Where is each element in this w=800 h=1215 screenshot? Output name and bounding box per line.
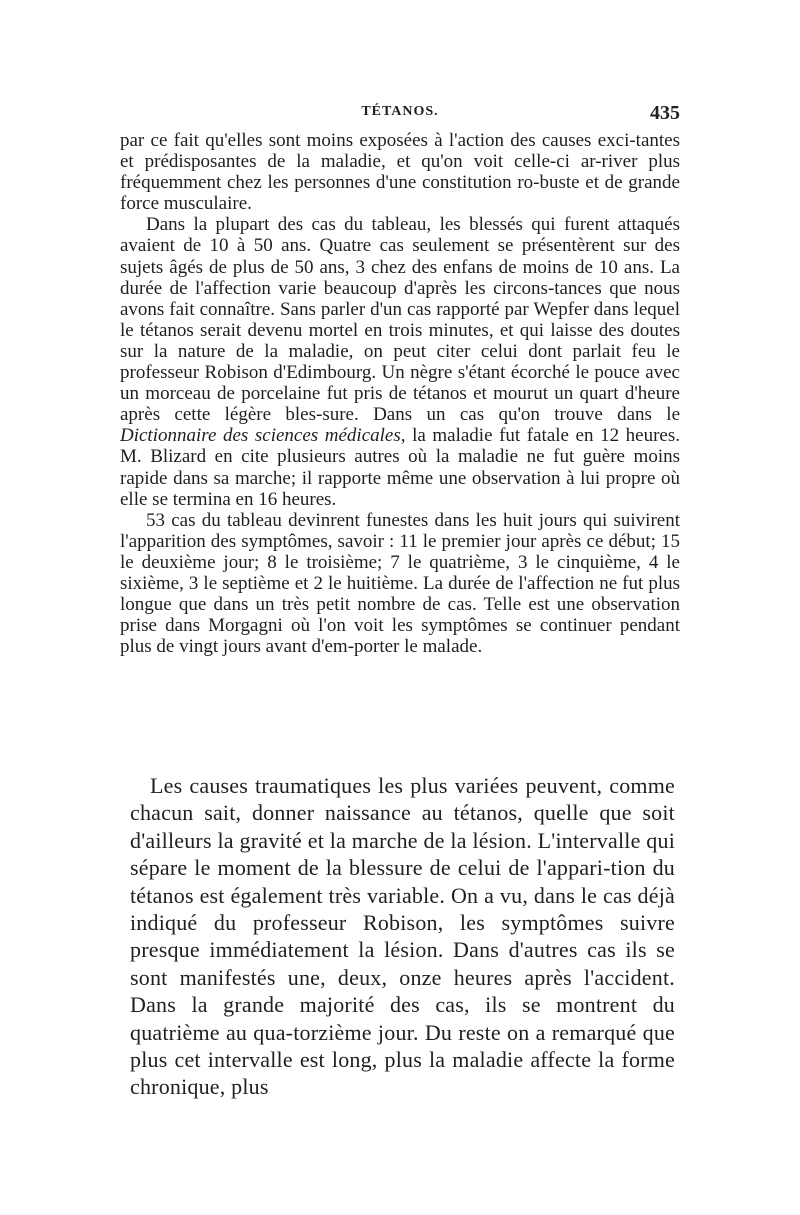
page-number: 435 [650,102,680,124]
small-text-block [120,130,680,657]
running-head: TÉTANOS. [361,104,439,119]
paragraph-continued: par ce fait qu'elles sont moins exposées à l'action des causes exci-tantes et prédisposantes de la maladie, et qu'on voit celle-ci ar-river plus fréquemment chez les personnes d'une constitution ro-buste et de grande force musculaire. [120,130,680,215]
paragraph-duration [120,214,680,509]
large-text-block [130,772,675,1101]
dictionary-title: Dictionnaire des sciences médicales [120,425,401,447]
paragraph-duration-text-b: , la maladie fut fatale en 12 heures. M. Blizard en cite plusieurs autres où la maladie ne fut guère moins rapide dans sa marche; il rapporte même une observation à lui propre où elle se termina en 16 heures. [120,425,680,510]
paragraph-fatal-cases: 53 cas du tableau devinrent funestes dans les huit jours qui suivirent l'apparition des symptômes, savoir : 11 le premier jour après ce début; 15 le deuxième jour; 8 le troisième; 7 le quatrième, 3 le cinquième, 4 le sixième, 3 le septième et 2 le huitième. La durée de l'affection ne fut plus longue que dans un très petit nombre de cas. Telle est une observation prise dans Morgagni où l'on voit les symptômes se continuer pendant plus de vingt jours avant d'em-porter le malade. [120,509,680,658]
page-header [120,104,680,128]
paragraph-traumatic-causes: Les causes traumatiques les plus variées peuvent, comme chacun sait, donner naissance au tétanos, quelle que soit d'ailleurs la gravité et la marche de la lésion. L'intervalle qui sépare le moment de la blessure de celui de l'appari-tion du tétanos est également très variable. On a vu, dans le cas déjà indiqué du professeur Robison, les symptômes suivre presque immédiatement la lésion. Dans d'autres cas ils se sont manifestés une, deux, onze heures après l'accident. Dans la grande majorité des cas, ils se montrent du quatrième au qua-torzième jour. Du reste on a remarqué que plus cet intervalle est long, plus la maladie affecte la forme chronique, plus [130,773,675,1100]
paragraph-duration-text-a: Dans la plupart des cas du tableau, les blessés qui furent attaqués avaient de 10 à 50 ans. Quatre cas seulement se présentèrent sur des sujets âgés de plus de 50 ans, 3 chez des enfans de moins de 10 ans. La durée de l'affection varie beaucoup d'après les circons-tances que nous avons fait connaître. Sans parler d'un cas rapporté par Wepfer dans lequel le tétanos serait devenu mortel en trois minutes, et qui laisse des doutes sur la nature de la maladie, on peut citer celui dont parlait feu le professeur Robison d'Edimbourg. Un nègre s'étant écorché le pouce avec un morceau de porcelaine fut pris de tétanos et mourut un quart d'heure après cette légère bles-sure. Dans un cas qu'on trouve dans le [120,214,680,426]
